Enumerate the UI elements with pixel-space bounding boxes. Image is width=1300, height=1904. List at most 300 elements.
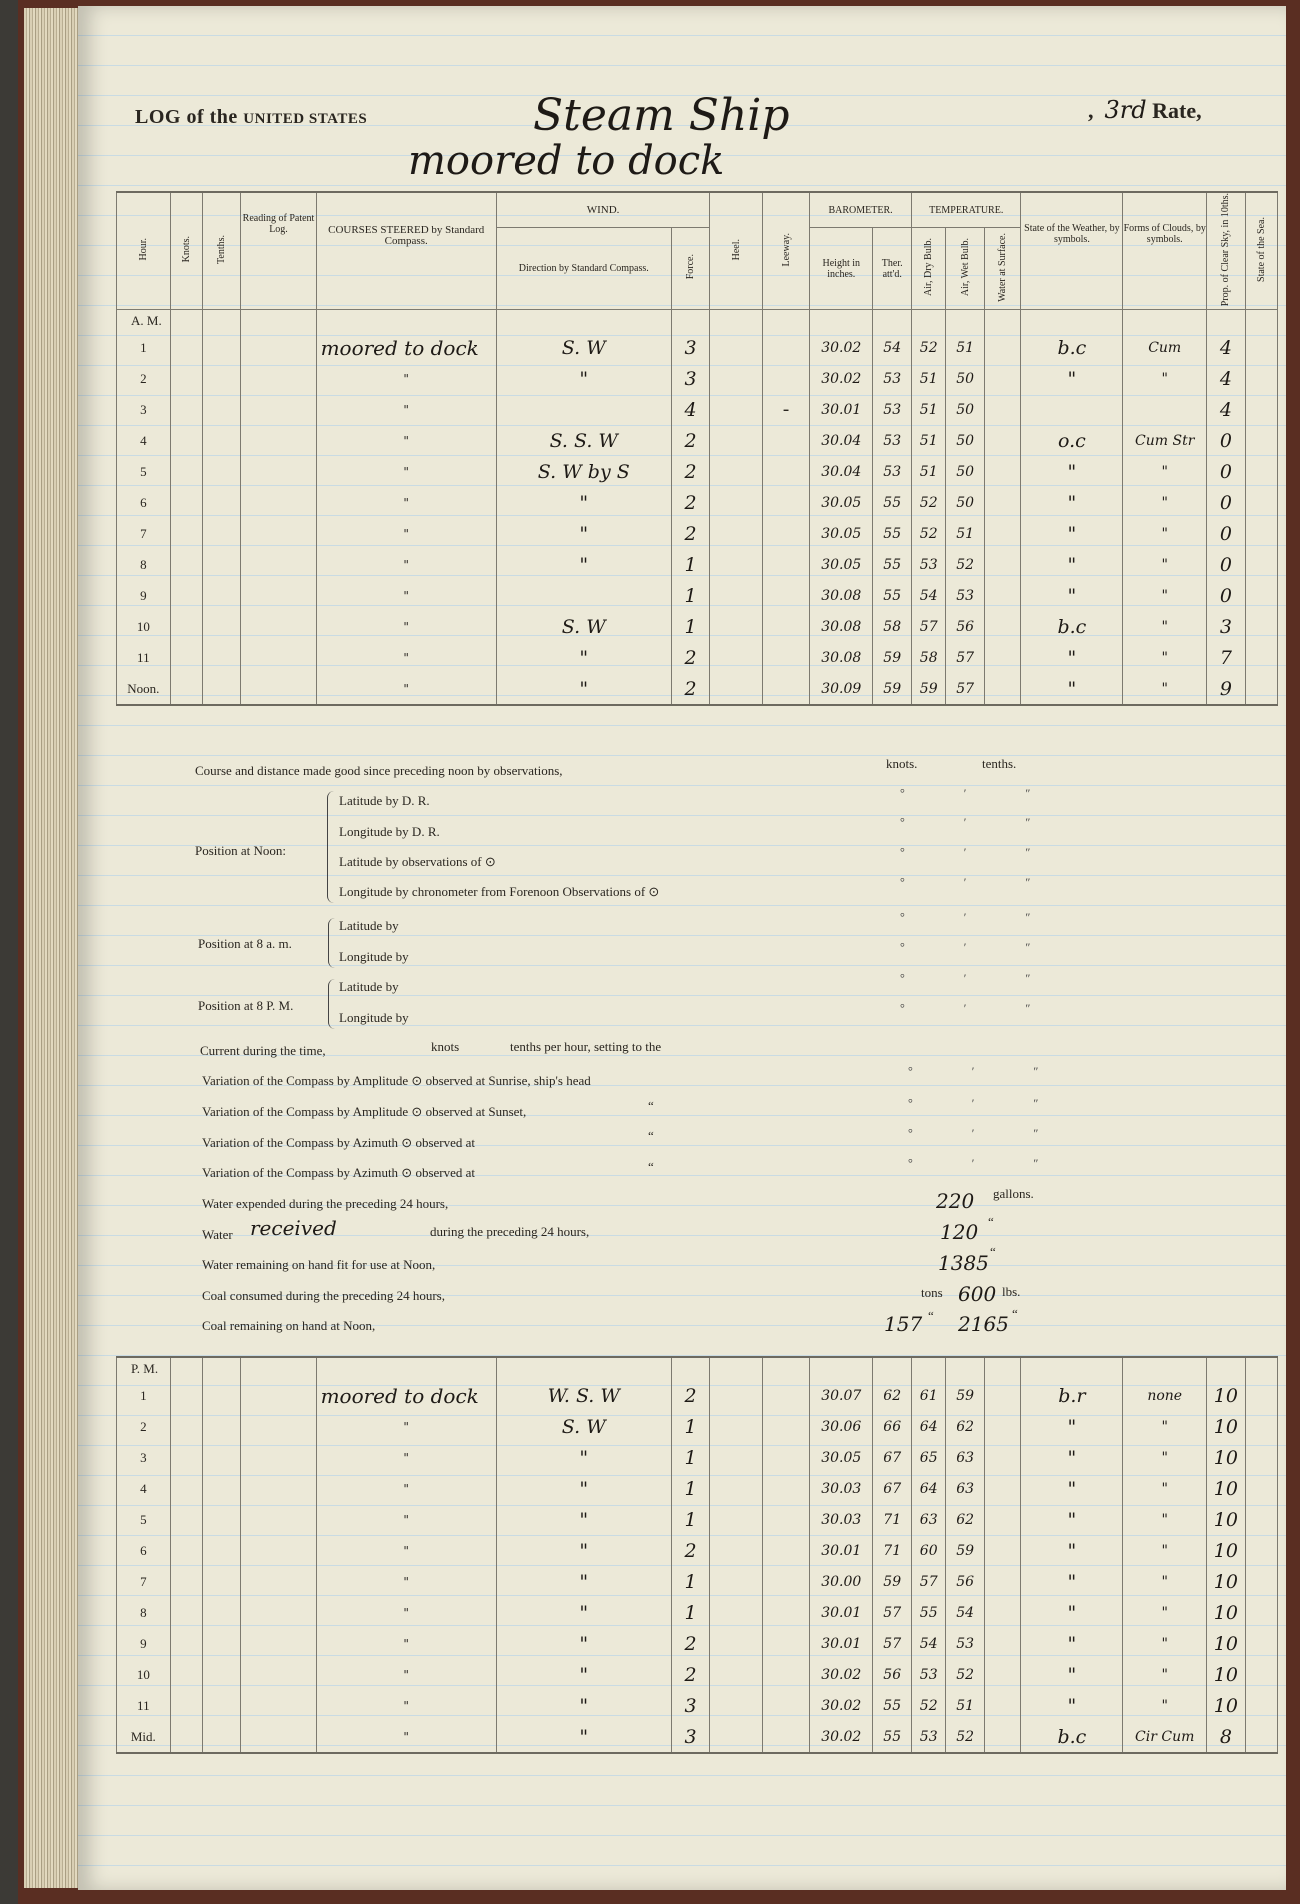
height-cell: 30.07 <box>810 1380 873 1411</box>
force-cell: 1 <box>671 580 710 611</box>
patent-log-cell <box>241 1597 316 1628</box>
leeway-cell <box>762 1504 809 1535</box>
patent-log-cell <box>241 611 316 642</box>
table-row <box>117 1659 1278 1690</box>
dry-bulb-cell: 53 <box>912 549 946 580</box>
wind-cell: W. S. W <box>496 1380 671 1411</box>
clear-sky-cell: 10 <box>1207 1628 1246 1659</box>
course-cell: " <box>316 673 496 705</box>
table-row <box>117 456 1278 487</box>
tenths-cell <box>202 1566 241 1597</box>
ther-cell: 59 <box>873 1566 912 1597</box>
table-row <box>117 1566 1278 1597</box>
dry-bulb-cell: 55 <box>912 1597 946 1628</box>
weather-cell: " <box>1021 487 1123 518</box>
water-surface-cell <box>984 487 1020 518</box>
water-surface-cell <box>984 456 1020 487</box>
clouds-cell: Cum <box>1123 332 1207 363</box>
water-expended: Water expended during the preceding 24 hours, <box>202 1196 449 1211</box>
heel-cell <box>710 549 763 580</box>
col-wind-dir: Direction by Standard Compass. <box>496 228 671 310</box>
hour-cell: 3 <box>117 394 171 425</box>
hour-cell: 4 <box>117 425 171 456</box>
sea-cell <box>1245 518 1277 549</box>
hour-cell: 5 <box>117 1504 171 1535</box>
tenths-cell <box>202 487 241 518</box>
table-row <box>117 1597 1278 1628</box>
heel-cell <box>710 1535 763 1566</box>
clear-sky-cell: 10 <box>1207 1597 1246 1628</box>
clouds-cell: Cum Str <box>1123 425 1207 456</box>
clear-sky-cell: 10 <box>1207 1442 1246 1473</box>
weather-cell: b.c <box>1021 611 1123 642</box>
am-log-table <box>116 191 1278 706</box>
tenths-cell <box>202 1721 241 1753</box>
wet-bulb-cell: 53 <box>946 1628 985 1659</box>
wet-bulb-cell: 62 <box>946 1411 985 1442</box>
sea-cell <box>1245 363 1277 394</box>
ther-cell: 62 <box>873 1380 912 1411</box>
tenths-cell <box>202 580 241 611</box>
clouds-cell: Cir Cum <box>1123 1721 1207 1753</box>
course-cell: " <box>316 1473 496 1504</box>
ther-cell: 67 <box>873 1473 912 1504</box>
col-air-dry: Air, Dry Bulb. <box>923 238 935 297</box>
height-cell: 30.04 <box>810 425 873 456</box>
patent-log-cell <box>241 1380 316 1411</box>
knots-cell <box>170 1411 202 1442</box>
dry-bulb-cell: 53 <box>912 1659 946 1690</box>
hour-cell: 2 <box>117 363 171 394</box>
water-surface-cell <box>984 642 1020 673</box>
sea-cell <box>1245 487 1277 518</box>
leeway-cell <box>762 487 809 518</box>
weather-cell: " <box>1021 1473 1123 1504</box>
knots-cell <box>170 487 202 518</box>
clouds-cell: " <box>1123 1442 1207 1473</box>
table-row <box>117 1380 1278 1411</box>
hour-cell: 1 <box>117 332 171 363</box>
water-surface-cell <box>984 425 1020 456</box>
weather-cell: " <box>1021 642 1123 673</box>
sea-cell <box>1245 1566 1277 1597</box>
water-surface-cell <box>984 1628 1020 1659</box>
ther-cell: 53 <box>873 394 912 425</box>
weather-cell: " <box>1021 1597 1123 1628</box>
height-cell: 30.05 <box>810 1442 873 1473</box>
wind-cell: S. W by S <box>496 456 671 487</box>
weather-cell: " <box>1021 1690 1123 1721</box>
deg-marks: ° ′ ″ <box>900 910 1059 924</box>
hour-cell: 10 <box>117 611 171 642</box>
ther-cell: 57 <box>873 1597 912 1628</box>
dry-bulb-cell: 65 <box>912 1442 946 1473</box>
wind-cell: " <box>496 518 671 549</box>
hour-cell: 3 <box>117 1442 171 1473</box>
water-remaining-value: 1385 <box>938 1251 989 1275</box>
clouds-cell: " <box>1123 1411 1207 1442</box>
dry-bulb-cell: 60 <box>912 1535 946 1566</box>
patent-log-cell <box>241 1411 316 1442</box>
patent-log-cell <box>241 549 316 580</box>
page-edges <box>24 8 84 1888</box>
patent-log-cell <box>241 1442 316 1473</box>
clear-sky-cell: 10 <box>1207 1380 1246 1411</box>
log-title: LOG of the UNITED STATES <box>135 106 368 128</box>
force-cell: 2 <box>671 456 710 487</box>
force-cell: 2 <box>671 673 710 705</box>
col-weather: State of the Weather, by symbols. <box>1021 192 1123 310</box>
tenths-cell <box>202 1659 241 1690</box>
leeway-cell <box>762 518 809 549</box>
clouds-cell: " <box>1123 673 1207 705</box>
course-cell: " <box>316 642 496 673</box>
leeway-cell <box>762 332 809 363</box>
force-cell: 4 <box>671 394 710 425</box>
course-cell: " <box>316 456 496 487</box>
knots-cell <box>170 1721 202 1753</box>
water-surface-cell <box>984 549 1020 580</box>
course-cell: " <box>316 1504 496 1535</box>
pm-rows <box>117 1357 1278 1753</box>
water-surface-cell <box>984 332 1020 363</box>
sea-cell <box>1245 580 1277 611</box>
wind-cell: " <box>496 1442 671 1473</box>
knots-cell <box>170 673 202 705</box>
dry-bulb-cell: 64 <box>912 1473 946 1504</box>
clouds-cell: " <box>1123 363 1207 394</box>
deg-marks: ° ′ ″ <box>900 875 1059 889</box>
table-row <box>117 611 1278 642</box>
wind-cell: S. W <box>496 1411 671 1442</box>
patent-log-cell <box>241 1566 316 1597</box>
brace <box>328 918 335 968</box>
hour-cell: 8 <box>117 549 171 580</box>
water-surface-cell <box>984 1380 1020 1411</box>
dry-bulb-cell: 51 <box>912 425 946 456</box>
ther-cell: 71 <box>873 1504 912 1535</box>
col-sea: State of the Sea. <box>1255 217 1267 283</box>
patent-log-cell <box>241 1690 316 1721</box>
heel-cell <box>710 394 763 425</box>
wind-cell: S. W <box>496 611 671 642</box>
sea-cell <box>1245 673 1277 705</box>
heel-cell <box>710 642 763 673</box>
dry-bulb-cell: 58 <box>912 642 946 673</box>
force-cell: 2 <box>671 518 710 549</box>
table-row <box>117 425 1278 456</box>
clear-sky-cell: 3 <box>1207 611 1246 642</box>
knots-cell <box>170 456 202 487</box>
tenths-cell <box>202 456 241 487</box>
clear-sky-cell: 10 <box>1207 1473 1246 1504</box>
col-temperature: TEMPERATURE. <box>912 192 1021 228</box>
ther-cell: 59 <box>873 673 912 705</box>
force-cell: 1 <box>671 1442 710 1473</box>
leeway-cell <box>762 456 809 487</box>
lat-by-am: Latitude by <box>339 918 399 933</box>
weather-cell: " <box>1021 1442 1123 1473</box>
dry-bulb-cell: 63 <box>912 1504 946 1535</box>
ther-cell: 53 <box>873 456 912 487</box>
ditto: “ <box>648 1128 654 1143</box>
sea-cell <box>1245 1504 1277 1535</box>
header-row <box>117 192 1278 228</box>
ther-cell: 53 <box>873 363 912 394</box>
wet-bulb-cell: 50 <box>946 363 985 394</box>
col-leeway: Leeway. <box>780 232 792 267</box>
patent-log-cell <box>241 487 316 518</box>
col-force: Force. <box>685 254 697 280</box>
clouds-cell: " <box>1123 1690 1207 1721</box>
heel-cell <box>710 1690 763 1721</box>
tenths-cell <box>202 611 241 642</box>
ther-cell: 53 <box>873 425 912 456</box>
sea-cell <box>1245 1411 1277 1442</box>
knots-cell <box>170 425 202 456</box>
deg-marks: ° ′ ″ <box>900 786 1059 800</box>
coal-consumed-value: 600 <box>958 1282 997 1306</box>
weather-cell: b.c <box>1021 1721 1123 1753</box>
dry-bulb-cell: 54 <box>912 580 946 611</box>
wet-bulb-cell: 51 <box>946 1690 985 1721</box>
force-cell: 1 <box>671 1597 710 1628</box>
water-surface-cell <box>984 1721 1020 1753</box>
table-row <box>117 673 1278 705</box>
force-cell: 2 <box>671 487 710 518</box>
deg-marks: ° ′ ″ <box>900 845 1059 859</box>
force-cell: 3 <box>671 1690 710 1721</box>
force-cell: 2 <box>671 425 710 456</box>
brace <box>327 791 334 903</box>
clear-sky-cell: 10 <box>1207 1659 1246 1690</box>
wet-bulb-cell: 56 <box>946 611 985 642</box>
wet-bulb-cell: 53 <box>946 580 985 611</box>
clouds-cell <box>1123 394 1207 425</box>
patent-log-cell <box>241 580 316 611</box>
water-surface-cell <box>984 518 1020 549</box>
am-rows <box>117 310 1278 706</box>
wet-bulb-cell: 63 <box>946 1473 985 1504</box>
course-cell: " <box>316 1566 496 1597</box>
tenths-cell <box>202 1628 241 1659</box>
pm-log-table <box>116 1356 1278 1754</box>
sea-cell <box>1245 1690 1277 1721</box>
sea-cell <box>1245 1535 1277 1566</box>
patent-log-cell <box>241 1721 316 1753</box>
leeway-cell <box>762 642 809 673</box>
sea-cell <box>1245 1597 1277 1628</box>
weather-cell: " <box>1021 1535 1123 1566</box>
wind-cell: " <box>496 1566 671 1597</box>
lon-by-pm: Longitude by <box>339 1010 409 1025</box>
lon-by-am: Longitude by <box>339 949 409 964</box>
weather-cell <box>1021 394 1123 425</box>
am-label: A. M. <box>117 310 171 333</box>
dry-bulb-cell: 52 <box>912 487 946 518</box>
col-wind: WIND. <box>496 192 710 228</box>
clouds-cell: " <box>1123 1566 1207 1597</box>
table-row <box>117 487 1278 518</box>
hour-cell: 7 <box>117 518 171 549</box>
ther-cell: 55 <box>873 1721 912 1753</box>
ship-type: Steam Ship <box>533 90 790 141</box>
tenths-cell <box>202 1473 241 1504</box>
hour-cell: 9 <box>117 1628 171 1659</box>
force-cell: 1 <box>671 1411 710 1442</box>
force-cell: 1 <box>671 1473 710 1504</box>
sea-cell <box>1245 1659 1277 1690</box>
weather-cell: " <box>1021 456 1123 487</box>
clear-sky-cell: 0 <box>1207 518 1246 549</box>
patent-log-cell <box>241 1659 316 1690</box>
course-cell: " <box>316 611 496 642</box>
heel-cell <box>710 425 763 456</box>
tenths-cell <box>202 425 241 456</box>
wind-cell: " <box>496 549 671 580</box>
clear-sky-cell: 8 <box>1207 1721 1246 1753</box>
deg-marks: ° ′ ″ <box>908 1126 1067 1140</box>
course-cell: " <box>316 1535 496 1566</box>
hour-cell: Mid. <box>117 1721 171 1753</box>
wind-cell: " <box>496 1473 671 1504</box>
table-row <box>117 1473 1278 1504</box>
force-cell: 2 <box>671 1628 710 1659</box>
knots-cell <box>170 363 202 394</box>
wind-cell: " <box>496 1690 671 1721</box>
col-knots: Knots. <box>180 236 192 263</box>
lat-by-pm: Latitude by <box>339 979 399 994</box>
leeway-cell <box>762 1659 809 1690</box>
wind-cell: " <box>496 363 671 394</box>
heel-cell <box>710 456 763 487</box>
knots-cell <box>170 642 202 673</box>
leeway-cell <box>762 1566 809 1597</box>
heel-cell <box>710 487 763 518</box>
lat-dr: Latitude by D. R. <box>339 793 430 808</box>
course-cell: " <box>316 1411 496 1442</box>
clear-sky-cell: 10 <box>1207 1535 1246 1566</box>
hour-cell: 9 <box>117 580 171 611</box>
var-azimuth-2: Variation of the Compass by Azimuth ⊙ observed at <box>202 1165 476 1180</box>
wet-bulb-cell: 51 <box>946 332 985 363</box>
coal-remaining-tons: 157 <box>884 1312 923 1336</box>
knots-cell <box>170 580 202 611</box>
heel-cell <box>710 1566 763 1597</box>
coal-remaining: Coal remaining on hand at Noon, <box>202 1318 376 1333</box>
heel-cell <box>710 1504 763 1535</box>
lbs-label: lbs. <box>1002 1284 1021 1299</box>
water-surface-cell <box>984 363 1020 394</box>
dry-bulb-cell: 57 <box>912 1566 946 1597</box>
wet-bulb-cell: 59 <box>946 1535 985 1566</box>
heel-cell <box>710 1442 763 1473</box>
leeway-cell: - <box>762 394 809 425</box>
ther-cell: 59 <box>873 642 912 673</box>
weather-cell: b.c <box>1021 332 1123 363</box>
leeway-cell <box>762 1690 809 1721</box>
ditto: “ <box>648 1098 654 1113</box>
hour-cell: 5 <box>117 456 171 487</box>
wet-bulb-cell: 52 <box>946 1721 985 1753</box>
lon-dr: Longitude by D. R. <box>339 824 440 839</box>
wind-cell <box>496 394 671 425</box>
pos-8pm-label: Position at 8 P. M. <box>198 998 294 1013</box>
sea-cell <box>1245 1628 1277 1659</box>
log-page <box>78 6 1286 1890</box>
tenths-heading: tenths. <box>982 756 1017 771</box>
course-cell: " <box>316 487 496 518</box>
var-sunset: Variation of the Compass by Amplitude ⊙ observed at Sunset, <box>202 1104 527 1119</box>
deg-marks: ° ′ ″ <box>908 1096 1067 1110</box>
leeway-cell <box>762 549 809 580</box>
course-cell: " <box>316 1628 496 1659</box>
course-cell: " <box>316 580 496 611</box>
brace <box>328 979 335 1029</box>
ship-status: moored to dock <box>408 138 725 184</box>
dry-bulb-cell: 52 <box>912 1690 946 1721</box>
patent-log-cell <box>241 456 316 487</box>
knots-cell <box>170 518 202 549</box>
patent-log-cell <box>241 1628 316 1659</box>
ther-cell: 55 <box>873 518 912 549</box>
table-row <box>117 580 1278 611</box>
weather-cell: " <box>1021 580 1123 611</box>
coal-remaining-lbs: 2165 <box>958 1312 1009 1336</box>
leeway-cell <box>762 363 809 394</box>
height-cell: 30.00 <box>810 1566 873 1597</box>
patent-log-cell <box>241 394 316 425</box>
water-surface-cell <box>984 1659 1020 1690</box>
clouds-cell: " <box>1123 1628 1207 1659</box>
sea-cell <box>1245 1721 1277 1753</box>
leeway-cell <box>762 1411 809 1442</box>
heel-cell <box>710 1628 763 1659</box>
knots-heading: knots. <box>886 756 918 771</box>
course-line: Course and distance made good since preceding noon by observations, <box>195 763 563 778</box>
col-air-wet: Air, Wet Bulb. <box>959 238 971 297</box>
patent-log-cell <box>241 1535 316 1566</box>
pm-label-row <box>117 1357 1278 1380</box>
force-cell: 3 <box>671 1721 710 1753</box>
deg-marks: ° ′ ″ <box>900 940 1059 954</box>
tenths-cell <box>202 1535 241 1566</box>
clouds-cell: " <box>1123 580 1207 611</box>
force-cell: 1 <box>671 1566 710 1597</box>
force-cell: 2 <box>671 642 710 673</box>
course-cell: " <box>316 1442 496 1473</box>
dry-bulb-cell: 59 <box>912 673 946 705</box>
clear-sky-cell: 10 <box>1207 1566 1246 1597</box>
current-tenths: tenths per hour, setting to the <box>510 1039 662 1054</box>
course-cell: " <box>316 363 496 394</box>
wind-cell: " <box>496 1535 671 1566</box>
height-cell: 30.06 <box>810 1411 873 1442</box>
table-row <box>117 518 1278 549</box>
height-cell: 30.03 <box>810 1473 873 1504</box>
wind-cell <box>496 580 671 611</box>
height-cell: 30.01 <box>810 1597 873 1628</box>
clear-sky-cell: 0 <box>1207 580 1246 611</box>
gallons-label: gallons. <box>993 1186 1034 1201</box>
var-azimuth-1: Variation of the Compass by Azimuth ⊙ observed at <box>202 1135 476 1150</box>
knots-cell <box>170 332 202 363</box>
clouds-cell: " <box>1123 549 1207 580</box>
col-courses: COURSES STEERED by Standard Compass. <box>316 192 496 310</box>
knots-cell <box>170 1659 202 1690</box>
dry-bulb-cell: 54 <box>912 1628 946 1659</box>
lon-chron: Longitude by chronometer from Forenoon Observations of ⊙ <box>339 884 660 899</box>
